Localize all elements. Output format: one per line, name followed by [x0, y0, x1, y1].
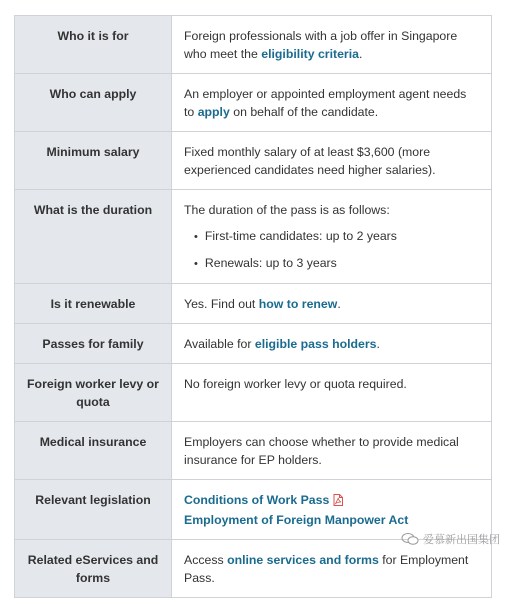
table-row	[15, 422, 492, 480]
row-value-is-it-renewable	[172, 284, 492, 324]
value-text: .	[376, 337, 380, 351]
row-label-relevant-legislation: Relevant legislation	[15, 480, 172, 540]
list-item: • Renewals: up to 3 years	[194, 254, 479, 273]
value-text: for Employment Pass.	[184, 553, 469, 585]
apply-link[interactable]: apply	[197, 105, 230, 119]
row-value-related-eservices	[172, 540, 492, 598]
value-text: .	[337, 297, 341, 311]
watermark-text: 爱慕新出国集团	[423, 534, 500, 546]
how-to-renew-link[interactable]: how to renew	[258, 297, 338, 311]
table-row	[15, 132, 492, 190]
table-row	[15, 540, 492, 598]
list-item: • First-time candidates: up to 2 years	[194, 227, 479, 246]
row-value-levy-or-quota: No foreign worker levy or quota required.	[172, 364, 492, 422]
row-value-who-can-apply	[172, 74, 492, 132]
row-label-duration: What is the duration	[15, 190, 172, 284]
duration-intro: The duration of the pass is as follows:	[184, 203, 390, 217]
value-text: Foreign professionals with a job offer in Singapore who meet the	[184, 29, 458, 61]
duration-list	[184, 227, 479, 273]
value-text: Available for	[184, 337, 255, 351]
row-label-who-it-is-for: Who it is for	[15, 16, 172, 74]
row-label-related-eservices: Related eServices and forms	[15, 540, 172, 598]
watermark	[401, 531, 500, 547]
row-label-medical-insurance: Medical insurance	[15, 422, 172, 480]
table-row	[15, 74, 492, 132]
employment-of-foreign-manpower-act-link[interactable]: Employment of Foreign Manpower Act	[184, 513, 409, 527]
row-value-duration	[172, 190, 492, 284]
online-services-and-forms-link[interactable]: online services and forms	[227, 553, 379, 567]
row-value-medical-insurance: Employers can choose whether to provide medical insurance for EP holders.	[172, 422, 492, 480]
wechat-logo-icon	[401, 533, 419, 545]
row-value-passes-for-family	[172, 324, 492, 364]
conditions-of-work-pass-link[interactable]: Conditions of Work Pass	[184, 493, 330, 507]
row-label-passes-for-family: Passes for family	[15, 324, 172, 364]
table-row	[15, 324, 492, 364]
eligibility-criteria-link[interactable]: eligibility criteria	[261, 47, 359, 61]
employment-pass-info-table	[14, 15, 492, 598]
table-row	[15, 190, 492, 284]
row-label-who-can-apply: Who can apply	[15, 74, 172, 132]
value-text: Access	[184, 553, 228, 567]
pdf-icon[interactable]	[333, 493, 343, 511]
eligible-pass-holders-link[interactable]: eligible pass holders	[254, 337, 377, 351]
value-text: on behalf of the candidate.	[229, 105, 379, 119]
value-text: Yes. Find out	[184, 297, 259, 311]
table-row	[15, 16, 492, 74]
row-label-is-it-renewable: Is it renewable	[15, 284, 172, 324]
row-label-levy-or-quota: Foreign worker levy or quota	[15, 364, 172, 422]
value-text: .	[358, 47, 363, 61]
table-row	[15, 284, 492, 324]
value-text: An employer or appointed employment agent needs to	[184, 87, 467, 119]
row-value-who-it-is-for	[172, 16, 492, 74]
row-label-minimum-salary: Minimum salary	[15, 132, 172, 190]
table-row	[15, 364, 492, 422]
row-value-minimum-salary: Fixed monthly salary of at least $3,600 (more experienced candidates need higher salaries).	[172, 132, 492, 190]
